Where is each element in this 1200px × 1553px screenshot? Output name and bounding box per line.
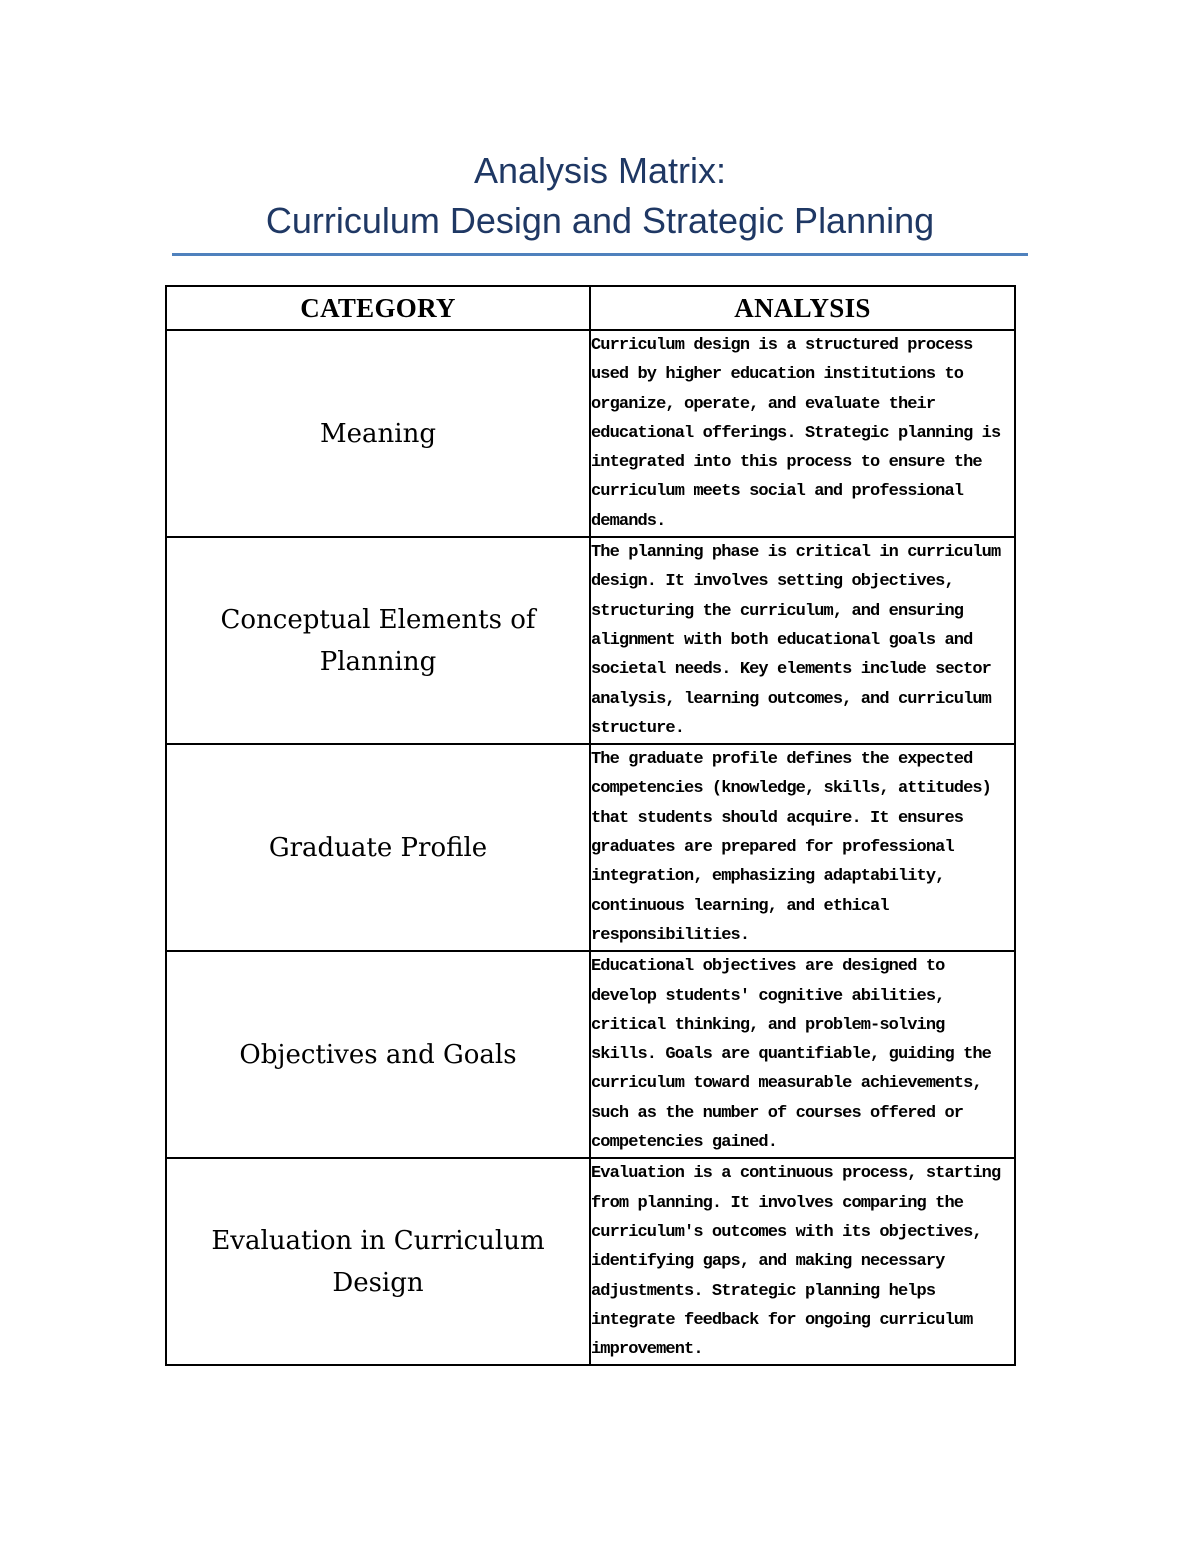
table-header-row <box>166 286 1015 330</box>
category-cell: Conceptual Elements of Planning <box>166 537 590 744</box>
header-category: CATEGORY <box>166 286 590 330</box>
category-cell: Evaluation in Curriculum Design <box>166 1158 590 1365</box>
table-row <box>166 537 1015 744</box>
analysis-cell: The planning phase is critical in curriculum design. It involves setting objectives, structuring the curriculum, and ensuring alignment with both educational goals and societal needs. Key elements include sector analysis, learning outcomes, and curriculum structure. <box>590 537 1015 744</box>
analysis-cell: Curriculum design is a structured process used by higher education institutions to organize, operate, and evaluate their educational offerings. Strategic planning is integrated into this process to ensure the curriculum meets social and professional demands. <box>590 330 1015 537</box>
analysis-cell: The graduate profile defines the expected competencies (knowledge, skills, attitudes) that students should acquire. It ensures graduates are prepared for professional integration, emphasizing adaptability, continuous learning, and ethical responsibilities. <box>590 744 1015 951</box>
category-cell: Objectives and Goals <box>166 951 590 1158</box>
analysis-matrix-table <box>165 285 1016 1366</box>
table-row <box>166 951 1015 1158</box>
category-cell: Graduate Profile <box>166 744 590 951</box>
title-underline <box>172 253 1028 256</box>
document-title <box>172 146 1028 246</box>
category-cell: Meaning <box>166 330 590 537</box>
table-row <box>166 1158 1015 1365</box>
header-analysis: ANALYSIS <box>590 286 1015 330</box>
title-line-1: Analysis Matrix: <box>473 150 727 191</box>
analysis-cell: Evaluation is a continuous process, starting from planning. It involves comparing the curriculum's outcomes with its objectives, identifying gaps, and making necessary adjustments. Strategic planning helps integrate feedback for ongoing curriculum improvement. <box>590 1158 1015 1365</box>
title-line-2: Curriculum Design and Strategic Planning <box>265 200 935 241</box>
analysis-cell: Educational objectives are designed to develop students' cognitive abilities, critical thinking, and problem-solving skills. Goals are quantifiable, guiding the curriculum toward measurable achievements, such as the number of courses offered or competencies gained. <box>590 951 1015 1158</box>
table-row <box>166 744 1015 951</box>
table-row <box>166 330 1015 537</box>
